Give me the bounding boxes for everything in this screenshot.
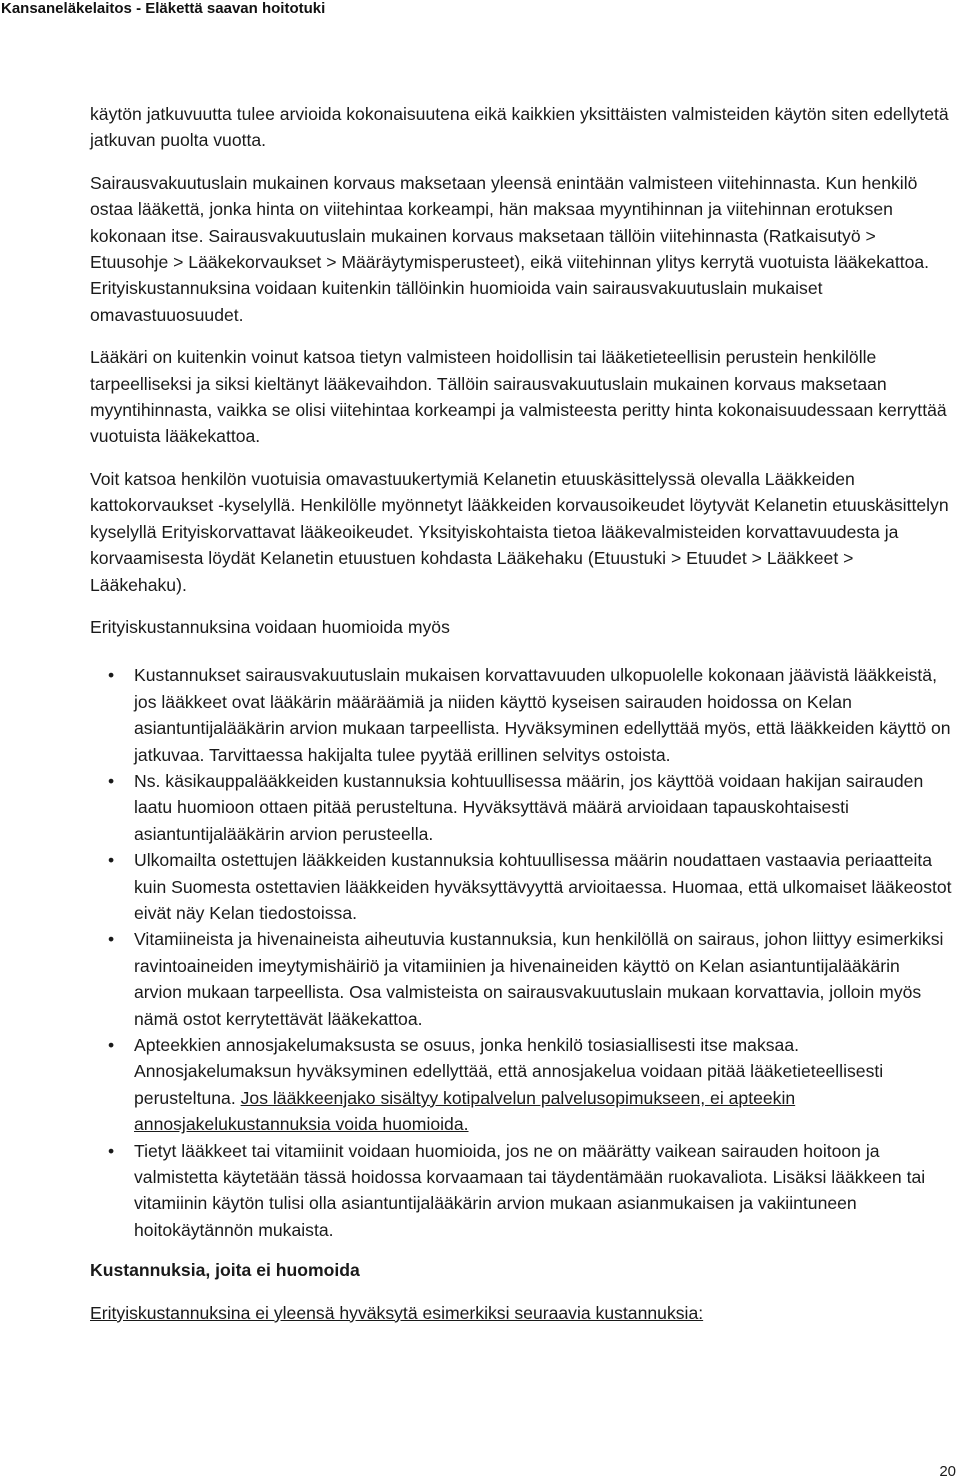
paragraph-kelanet-queries: Voit katsoa henkilön vuotuisia omavastuukertymiä Kelanetin etuuskäsittelyssä olevalla Lääkkeiden kattokorvaukset -kyselyllä. Henkilölle myönnetyt lääkkeiden korvausoikeudet löytyvät Kelanetin etuuskäsittelyn kyselyllä Erityiskorvattavat lääkeoikeudet. Yksityiskohtaista tietoa lääkevalmisteiden korvattavuudesta ja korvaamisesta löydät Kelanetin etuustuen kohdasta Lääkehaku (Etuustuki > Etuudet > Lääkkeet > Lääkehaku). [90, 468, 949, 595]
page-number: 20 [939, 1463, 956, 1480]
bullet-icon: • [108, 665, 115, 686]
bullet-icon: • [108, 850, 115, 871]
paragraph-continuation: käytön jatkuvuutta tulee arvioida kokonaisuutena eikä kaikkien yksittäisten valmisteiden käytön siten edellytetä jatkuvan puolta vuotta. [90, 104, 949, 151]
list-item [90, 1032, 952, 1138]
list-item-text: Tietyt lääkkeet tai vitamiinit voidaan huomioida, jos ne on määrätty vaikean sairauden hoitoon ja valmistetta käytetään tässä hoidossa korvaamaan tai täydentämään ruokavaliota. Lisäksi lääkkeen tai vitamiinin käytön tulisi olla asiantuntijalääkärin arvion mukaan asianmukaisen ja vakiintuneen hoitokäytännön mukaista. [134, 1140, 926, 1240]
list-item [90, 926, 952, 1032]
paragraph-reference-price: Sairausvakuutuslain mukainen korvaus maksetaan yleensä enintään valmisteen viitehinnasta. Kun henkilö ostaa lääkettä, jonka hinta on viitehintaa korkeampi, hän maksaa myyntihinnan ja viitehinnan erotuksen kokonaan itse. Sairausvakuutuslain mukainen korvaus maksetaan tällöin viitehinnasta (Ratkaisutyö > Etuusohje > Lääkekorvaukset > Määräytymisperusteet), eikä viitehinnan ylitys kerrytä vuotuista lääkekattoa. Erityiskustannuksina voidaan kuitenkin tällöinkin huomioida vain sairausvakuutuslain mukaiset omavastuuosuudet. [90, 172, 930, 325]
list-item-text: Kustannukset sairausvakuutuslain mukaisen korvattavuuden ulkopuolelle kokonaan jäävistä lääkkeistä, jos lääkkeet ovat lääkärin määräämiä ja niiden käyttö kyseisen sairauden hoidossa on Kelan asiantuntijalääkärin arvion mukaan tarpeellista. Hyväksyminen edellyttää myös, että lääkkeiden käyttö on jatkuvaa. Tarvittaessa hakijalta tulee pyytää erillinen selvitys ostoista. [134, 665, 951, 765]
list-item [90, 847, 952, 926]
dose-dispensing-note-link[interactable]: Jos lääkkeenjako sisältyy kotipalvelun palvelusopimukseen, ei apteekin annosjakelukustannuksia voida huomioida. [134, 1087, 796, 1135]
list-item [90, 662, 952, 768]
considered-costs-list [90, 662, 952, 1243]
list-item-text: Apteekkien annosjakelumaksusta se osuus, jonka henkilö tosiasiallisesti itse maksaa. Annosjakelumaksun hyväksyminen edellyttää, että annosjakelua voidaan pitää lääketieteellisesti perusteltuna. [134, 1035, 884, 1108]
bullet-icon: • [108, 770, 115, 791]
paragraph-also-considered: Erityiskustannuksina voidaan huomioida myös [90, 616, 450, 637]
list-item-text: Ulkomailta ostettujen lääkkeiden kustannuksia kohtuullisessa määrin noudattaen vastaavia periaatteita kuin Suomesta ostettavien lääkkeiden hyväksyttävyyttä arvioitaessa. Huomaa, että ulkomaiset lääkeostot eivät näy Kelan tiedostoissa. [134, 850, 952, 923]
page-header-title: Kansaneläkelaitos - Eläkettä saavan hoitotuki [1, 0, 326, 17]
bullet-icon: • [108, 929, 115, 950]
list-item [90, 1138, 952, 1244]
list-item-text: Ns. käsikauppalääkkeiden kustannuksia kohtuullisessa määrin, jos käyttöä voidaan hakijan sairauden laatu huomioon ottaen pitää perusteltuna. Hyväksyttävä määrä arvioidaan tapauskohtaisesti asiantuntijalääkärin arvion perusteella. [134, 770, 924, 844]
bullet-icon: • [108, 1035, 115, 1055]
paragraph-doctor-decision: Lääkäri on kuitenkin voinut katsoa tietyn valmisteen hoidollisin tai lääketieteellisin perustein henkilölle tarpeelliseksi ja siksi kieltänyt lääkevaihdon. Tällöin sairausvakuutuslain mukainen korvaus maksetaan myyntihinnasta, vaikka se olisi viitehintaa korkeampi ja valmisteesta peritty hinta kokonaisuudessaan kerryttää vuotuista lääkekattoa. [90, 347, 947, 447]
section-subheading-link[interactable]: Erityiskustannuksina ei yleensä hyväksytä esimerkiksi seuraavia kustannuksia: [90, 1302, 704, 1323]
section-heading: Kustannuksia, joita ei huomoida [90, 1260, 360, 1281]
bullet-icon: • [108, 1140, 115, 1161]
list-item [90, 768, 952, 847]
document-body [90, 101, 952, 1342]
list-item-text: Vitamiineista ja hivenaineista aiheutuvia kustannuksia, kun henkilöllä on sairaus, johon liittyy esimerkiksi ravintoaineiden imeytymishäiriö ja vitamiinien ja hivenaineiden käyttö on Kelan asiantuntijalääkärin arvion mukaan tarpeellista. Osa valmisteista on sairausvakuutuslain mukaan korvattavia, jolloin myös nämä ostot kerrytettävät lääkekattoa. [134, 929, 944, 1029]
